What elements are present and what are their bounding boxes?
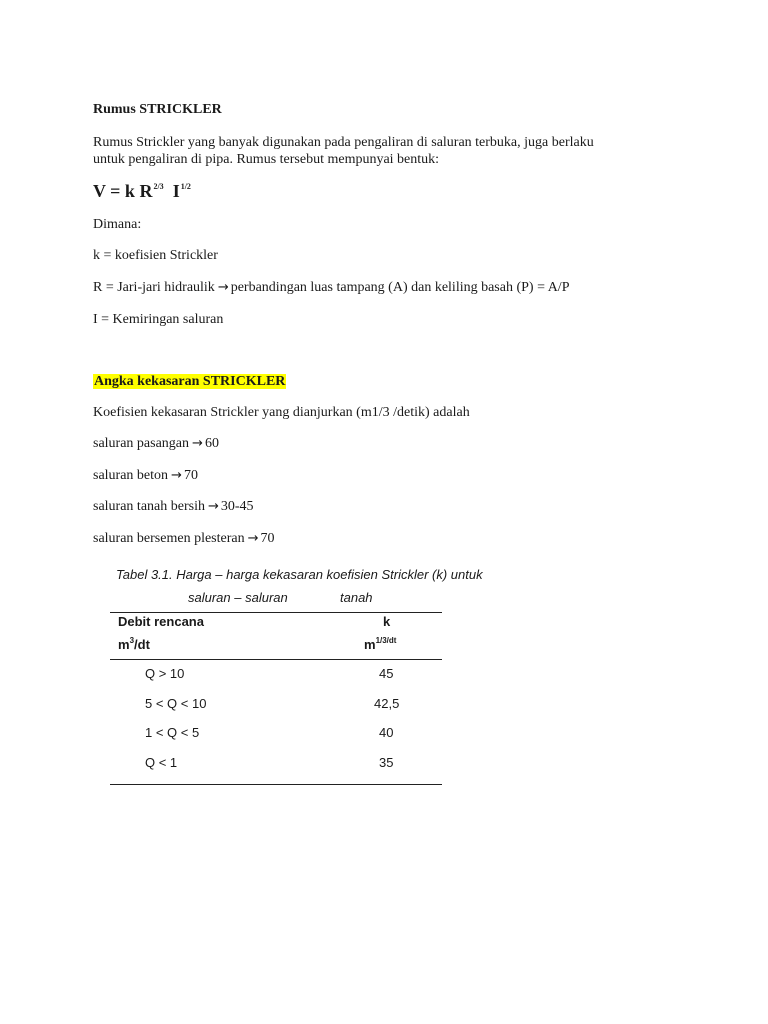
table-header-rule bbox=[110, 659, 442, 660]
table-caption-line-2b: tanah bbox=[340, 590, 373, 605]
right-arrow-icon: → bbox=[171, 468, 182, 483]
highlighted-heading: Angka kekasaran STRICKLER bbox=[94, 374, 286, 389]
coefficient-item bbox=[93, 467, 198, 484]
table-cell-k: 35 bbox=[379, 755, 394, 770]
table-caption-line-1: Tabel 3.1. Harga – harga kekasaran koefisien Strickler (k) untuk bbox=[116, 567, 483, 582]
table-cell-q: Q > 10 bbox=[145, 666, 185, 681]
coefficient-label: saluran tanah bersih bbox=[93, 499, 205, 514]
formula-exponent-2: 1/2 bbox=[180, 182, 191, 191]
strickler-formula bbox=[93, 181, 191, 202]
intro-line-2: untuk pengaliran di pipa. Rumus tersebut mempunyai bentuk: bbox=[93, 152, 440, 167]
table-cell-k: 42,5 bbox=[374, 696, 400, 711]
definition-k: k = koefisien Strickler bbox=[93, 248, 218, 263]
table-caption-line-2a: saluran – saluran bbox=[188, 590, 288, 605]
right-arrow-icon: → bbox=[217, 280, 229, 295]
heading-angka-kekasaran bbox=[93, 373, 286, 390]
unit-tail: /dt bbox=[134, 637, 150, 652]
coefficient-item bbox=[93, 498, 254, 515]
coefficient-label: saluran pasangan bbox=[93, 436, 190, 451]
table-header-k-unit bbox=[364, 636, 396, 652]
coefficient-value: 60 bbox=[204, 436, 219, 451]
definition-r-left: R = Jari-jari hidraulik bbox=[93, 280, 215, 295]
coefficient-label: saluran bersemen plesteran bbox=[93, 531, 245, 546]
unit-base: m bbox=[118, 637, 130, 652]
table-header-debit: Debit rencana bbox=[118, 614, 204, 629]
table-cell-q: 5 < Q < 10 bbox=[145, 696, 207, 711]
table-cell-q: 1 < Q < 5 bbox=[145, 725, 200, 740]
coefficient-label: saluran beton bbox=[93, 468, 169, 483]
intro-line-1: Rumus Strickler yang banyak digunakan pada pengaliran di saluran terbuka, juga berlaku bbox=[93, 135, 594, 150]
formula-exponent-1: 2/3 bbox=[153, 182, 164, 191]
coefficient-value: 30-45 bbox=[220, 499, 254, 514]
right-arrow-icon: → bbox=[247, 531, 259, 546]
unit-exponent: 1/3/dt bbox=[375, 636, 397, 645]
recommend-text: Koefisien kekasaran Strickler yang dianjurkan (m1/3 /detik) adalah bbox=[93, 405, 470, 420]
table-cell-k: 45 bbox=[379, 666, 394, 681]
coefficient-item bbox=[93, 530, 275, 547]
coefficient-value: 70 bbox=[183, 468, 198, 483]
heading-rumus-strickler: Rumus STRICKLER bbox=[93, 102, 222, 117]
definition-r-right: perbandingan luas tampang (A) dan keliling basah (P) = A/P bbox=[230, 280, 570, 295]
definition-r bbox=[93, 279, 570, 296]
table-cell-k: 40 bbox=[379, 725, 394, 740]
table-top-rule bbox=[110, 612, 442, 613]
coefficient-value: 70 bbox=[260, 531, 275, 546]
table-header-k: k bbox=[383, 614, 391, 629]
formula-part-1: V = k R bbox=[93, 181, 153, 201]
unit-base: m bbox=[364, 637, 376, 652]
formula-part-2: I bbox=[172, 181, 180, 201]
right-arrow-icon: → bbox=[192, 436, 203, 451]
table-cell-q: Q < 1 bbox=[145, 755, 178, 770]
where-label: Dimana: bbox=[93, 217, 142, 232]
right-arrow-icon: → bbox=[207, 499, 219, 514]
definition-i: I = Kemiringan saluran bbox=[93, 312, 224, 327]
coefficient-item bbox=[93, 435, 219, 452]
unit-exponent: 3 bbox=[129, 636, 135, 645]
table-bottom-rule bbox=[110, 784, 442, 785]
table-header-debit-unit bbox=[118, 636, 150, 652]
